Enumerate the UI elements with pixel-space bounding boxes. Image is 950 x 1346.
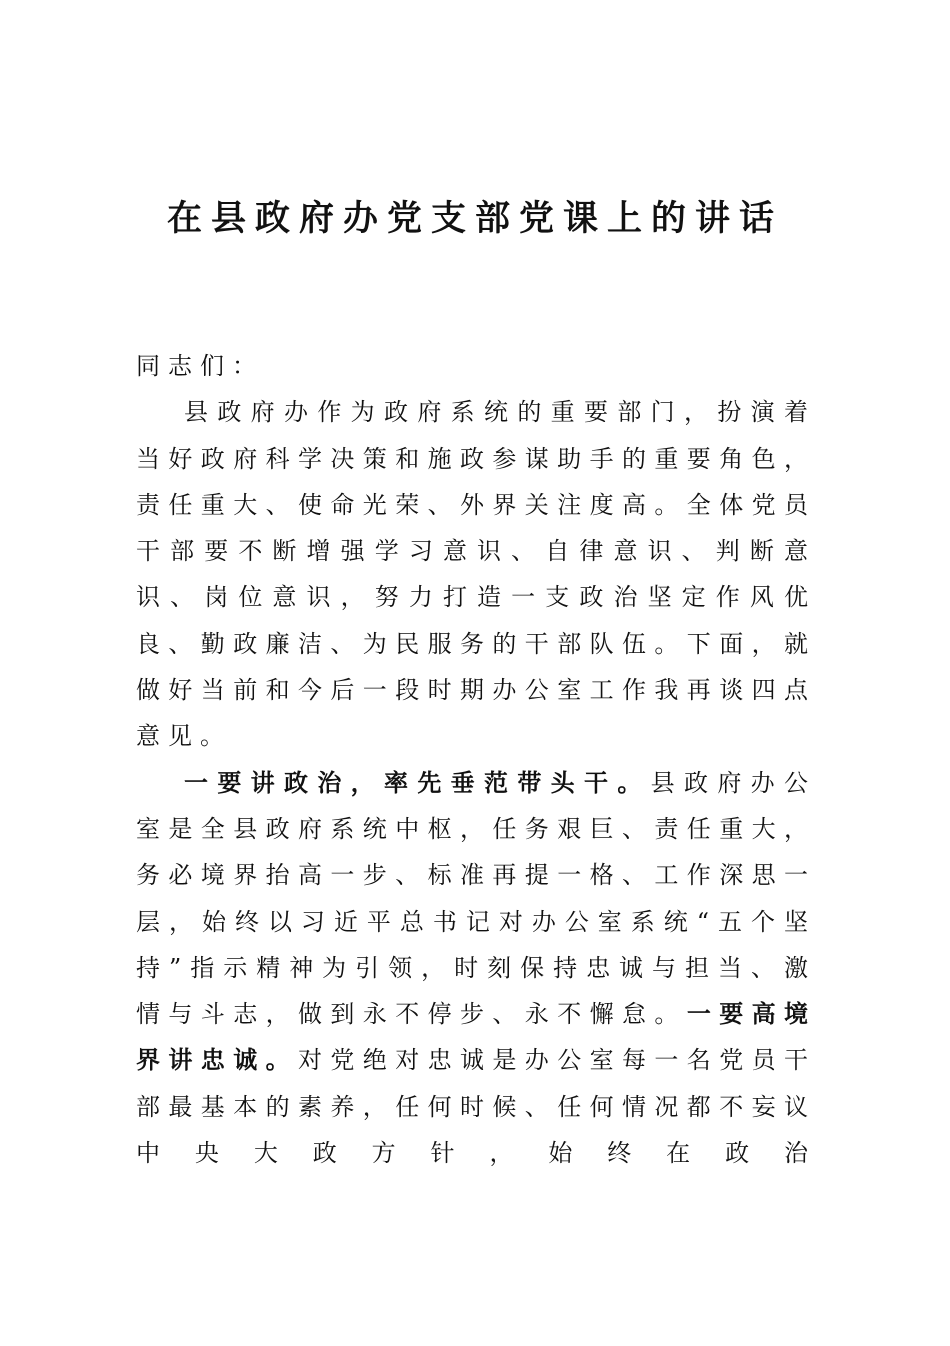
paragraph-intro: 县政府办作为政府系统的重要部门，扮演着当好政府科学决策和施政参谋助手的重要角色，责任重大、使命光荣、外界关注度高。全体党员干部要不断增强学习意识、自律意识、判断意识、岗位意识，努力打造一支政治坚定作风优良、勤政廉洁、为民服务的干部队伍。下面，就做好当前和今后一段时期办公室工作我再谈四点意见。 [136,398,816,751]
paragraph-point-one [136,760,816,1177]
document-body [136,343,816,1176]
section-subheading: 一要高境界讲忠诚。 [136,1000,817,1075]
document-title: 在县政府办党支部党课上的讲话 [166,199,783,239]
salutation: 同志们： [136,352,264,380]
section-heading: 一要讲政治，率先垂范带头干。 [184,768,651,797]
paragraph-text: 县政府办公室是全县政府系统中枢，任务艰巨、责任重大，务必境界抬高一步、标准再提一格、工作深思一层，始终以习近平总书记对办公室系统“五个坚持”指示精神为引领，时刻保持忠诚与担当、激情与斗志，做到永不停步、永不懈怠。 [136,768,817,1029]
paragraph-text-continued: 对党绝对忠诚是办公室每一名党员干部最基本的素养，任何时候、任何情况都不妄议中央大政方针，始终在政治 [136,1046,816,1168]
